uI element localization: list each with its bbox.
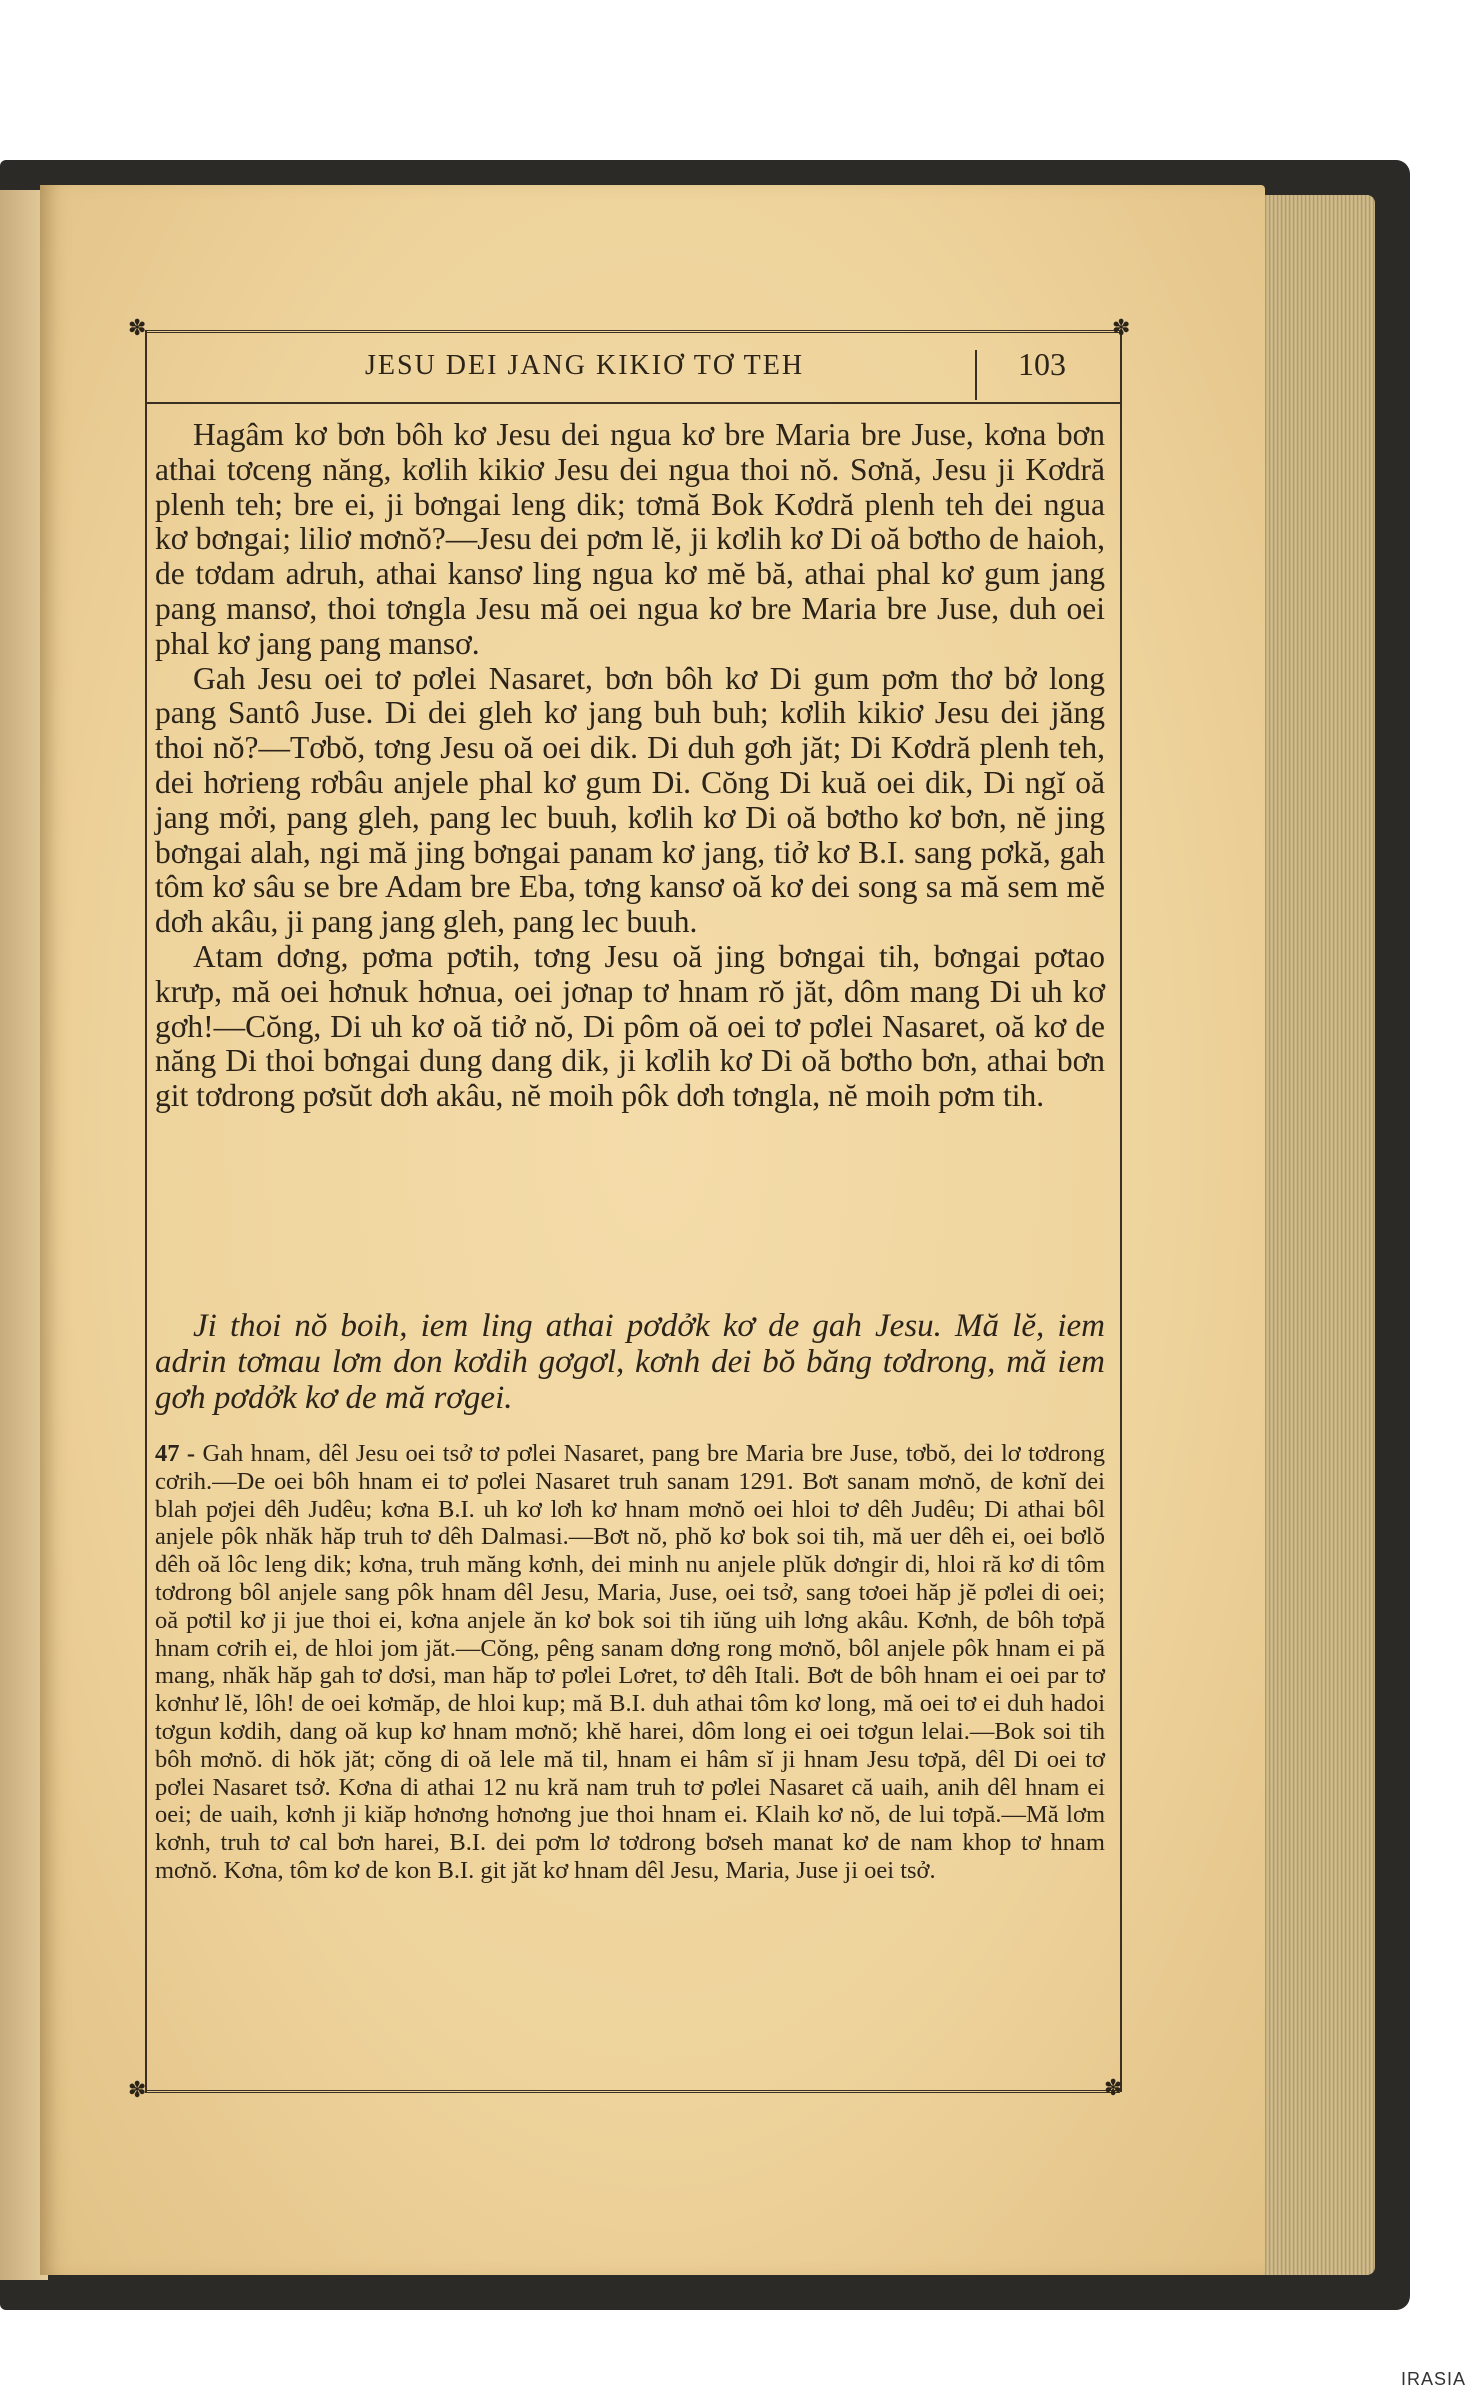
paragraph-1: Hagâm kơ bơn bôh kơ Jesu dei ngua kơ bre Maria bre Juse, kơna bơn athai tơceng năng, kơlih kikiơ Jesu dei ngua thoi nŏ. Sơnă, Jesu ji Kơdră plenh teh; bre ei, ji bơngai leng dik; tơmă Bok Kơdră plenh teh dei ngua kơ bơngai; liliơ mơnŏ?—Jesu dei pơm lĕ, ji kơlih kơ Di oă bơtho de haioh, de tơdam adruh, athai kansơ ling ngua kơ mĕ bă, athai phal kơ gum jang pang mansơ, thoi tơngla Jesu mă oei ngua kơ bre Maria bre Juse, duh oei phal kơ jang pang mansơ. [155,417,1105,661]
ornament-bottom-right: ✽ [1104,2076,1123,2101]
running-title: JESU DEI JANG KIKIƠ TƠ TEH [365,350,805,381]
paragraph-3: Atam dơng, pơma pơtih, tơng Jesu oă jing bơngai tih, bơngai pơtao krưp, mă oei hơnuk hơnua, oei jơnap tơ hnam rŏ jăt, dôm mang Di uh kơ gơh!—Cŏng, Di uh kơ oă tiở nŏ, Di pôm oă oei tơ pơlei Nasaret, oă kơ de năng Di thoi bơngai dung dang dik, ji kơlih kơ Di oă bơtho bơn, athai bơn git tơdrong pơsŭt dơh akâu, nĕ moih pôk dơh tơngla, nĕ moih pơm tih. [155,938,1105,1114]
page-number: 103 [1018,346,1066,382]
top-border-rule [145,330,1120,333]
bottom-border-rule [145,2090,1120,2093]
ornament-bottom-left: ✽ [128,2078,147,2103]
right-border-line [1120,330,1122,2092]
note-text: Gah hnam, dêl Jesu oei tsở tơ pơlei Nasaret, pang bre Maria bre Juse, tơbŏ, dei lơ tơdrong cơrih.—De oei bôh hnam ei tơ pơlei Nasaret truh sanam 1291. Bơt sanam mơnŏ, de kơnĭ dei blah pơjei dêh Judêu; kơna B.I. uh kơ lơh kơ hnam mơnŏ oei hloi tơ dêh Judêu; Di athai bôl anjele pôk nhăk hăp truh tơ dêh Dalmasi.—Bơt nŏ, phŏ kơ bok soi tih, mă uer dêh ei, oei bơlŏ dêh oă lôc leng dik; kơna, truh măng kơnh, dei minh nu anjele plŭk dơngir di, hloi ră kơ di tôm tơdrong bôl anjele sang pôk hnam dêl Jesu, Maria, Juse, oei tsở, sang tơoei hăp jĕ pơlei di oei; oă pơtil kơ ji jue thoi ei, kơna anjele ăn kơ bok soi tih iŭng uih lơng akâu. Kơnh, de bôh tơpă hnam cơrih ei, de hloi jom jăt.—Cŏng, pêng sanam dơng rong mơnŏ, bôl anjele pôk hnam ei pă mang, nhăk hăp gah tơ dơsi, man hăp tơ pơlei Lơret, tơ dêh Itali. Bơt de bôh hnam ei oei par tơ kơnhư lĕ, lôh! de oei kơmăp, de hloi kup; mă B.I. duh athai tôm kơ long, mă oei tơ ei duh hadoi tơgun kơdih, dang oă kup kơ hnam mơnŏ; khĕ harei, dôm long ei oei tơgun lelai.—Bok soi tih bôh mơnŏ. di hŏk jăt; cŏng di oă lele mă til, hnam ei hâm sĭ ji hnam Jesu tơpă, dêl Di oei tơ pơlei Nasaret tsở. Kơna di athai 12 nu kră nam truh tơ pơlei Nasaret că uaih, anih dêl hnam ei oei; de uaih, kơnh ji kiăp hơnơng hơnơng jue thoi hnam ei. Klaih kơ nŏ, de lui tơpă.—Mă lơm kơnh, truh tơ cal bơn harei, B.I. dei pơm lơ tơdrong bơseh manat kơ de nam khop tơ hnam mơnŏ. Kơna, tôm kơ de kon B.I. git jăt kơ hnam dêl Jesu, Maria, Juse ji oei tsở. [155,1440,1106,1884]
note-paragraph [155,1440,1105,1885]
ornament-top-right: ✽ [1112,316,1131,341]
footnote-47 [155,1440,1105,1885]
paragraph-2: Gah Jesu oei tơ pơlei Nasaret, bơn bôh kơ Di gum pơm thơ bở long pang Santô Juse. Di dei gleh kơ jang buh buh; kơlih kikiơ Jesu dei jăng thoi nŏ?—Tơbŏ, tơng Jesu oă oei dik. Di duh gơh jăt; Di Kơdră plenh teh, dei hơrieng rơbâu anjele phal kơ gum Di. Cŏng Di kuă oei dik, Di ngĭ oă jang mởi, pang gleh, pang lec buuh, kơlih kơ Di oă bơtho kơ bơn, nĕ jing bơngai alah, ngi mă jing bơngai panam kơ jang, tiở kơ B.I. sang pơkă, gah tôm kơ sâu se bre Adam bre Eba, tơng kansơ oă kơ dei song sa mă sem mĕ dơh akâu, ji pang jang gleh, pang lec buuh. [155,660,1105,940]
note-number: 47 - [155,1440,196,1467]
ornament-top-left: ✽ [128,316,147,341]
body-text [155,418,1105,1114]
header-underline [145,402,1120,404]
italic-exhortation [155,1308,1105,1416]
watermark: IRASIA [1400,2369,1466,2389]
italic-paragraph: Ji thoi nŏ boih, iem ling athai pơdởk kơ de gah Jesu. Mă lĕ, iem adrin tơmau lơm don kơdih gơgơl, kơnh dei bŏ băng tơdrong, mă iem gơh pơdởk kơ de mă rơgei. [155,1308,1105,1416]
page-edges [1250,195,1375,2275]
running-header [150,346,1115,390]
left-border-line [145,330,147,2092]
